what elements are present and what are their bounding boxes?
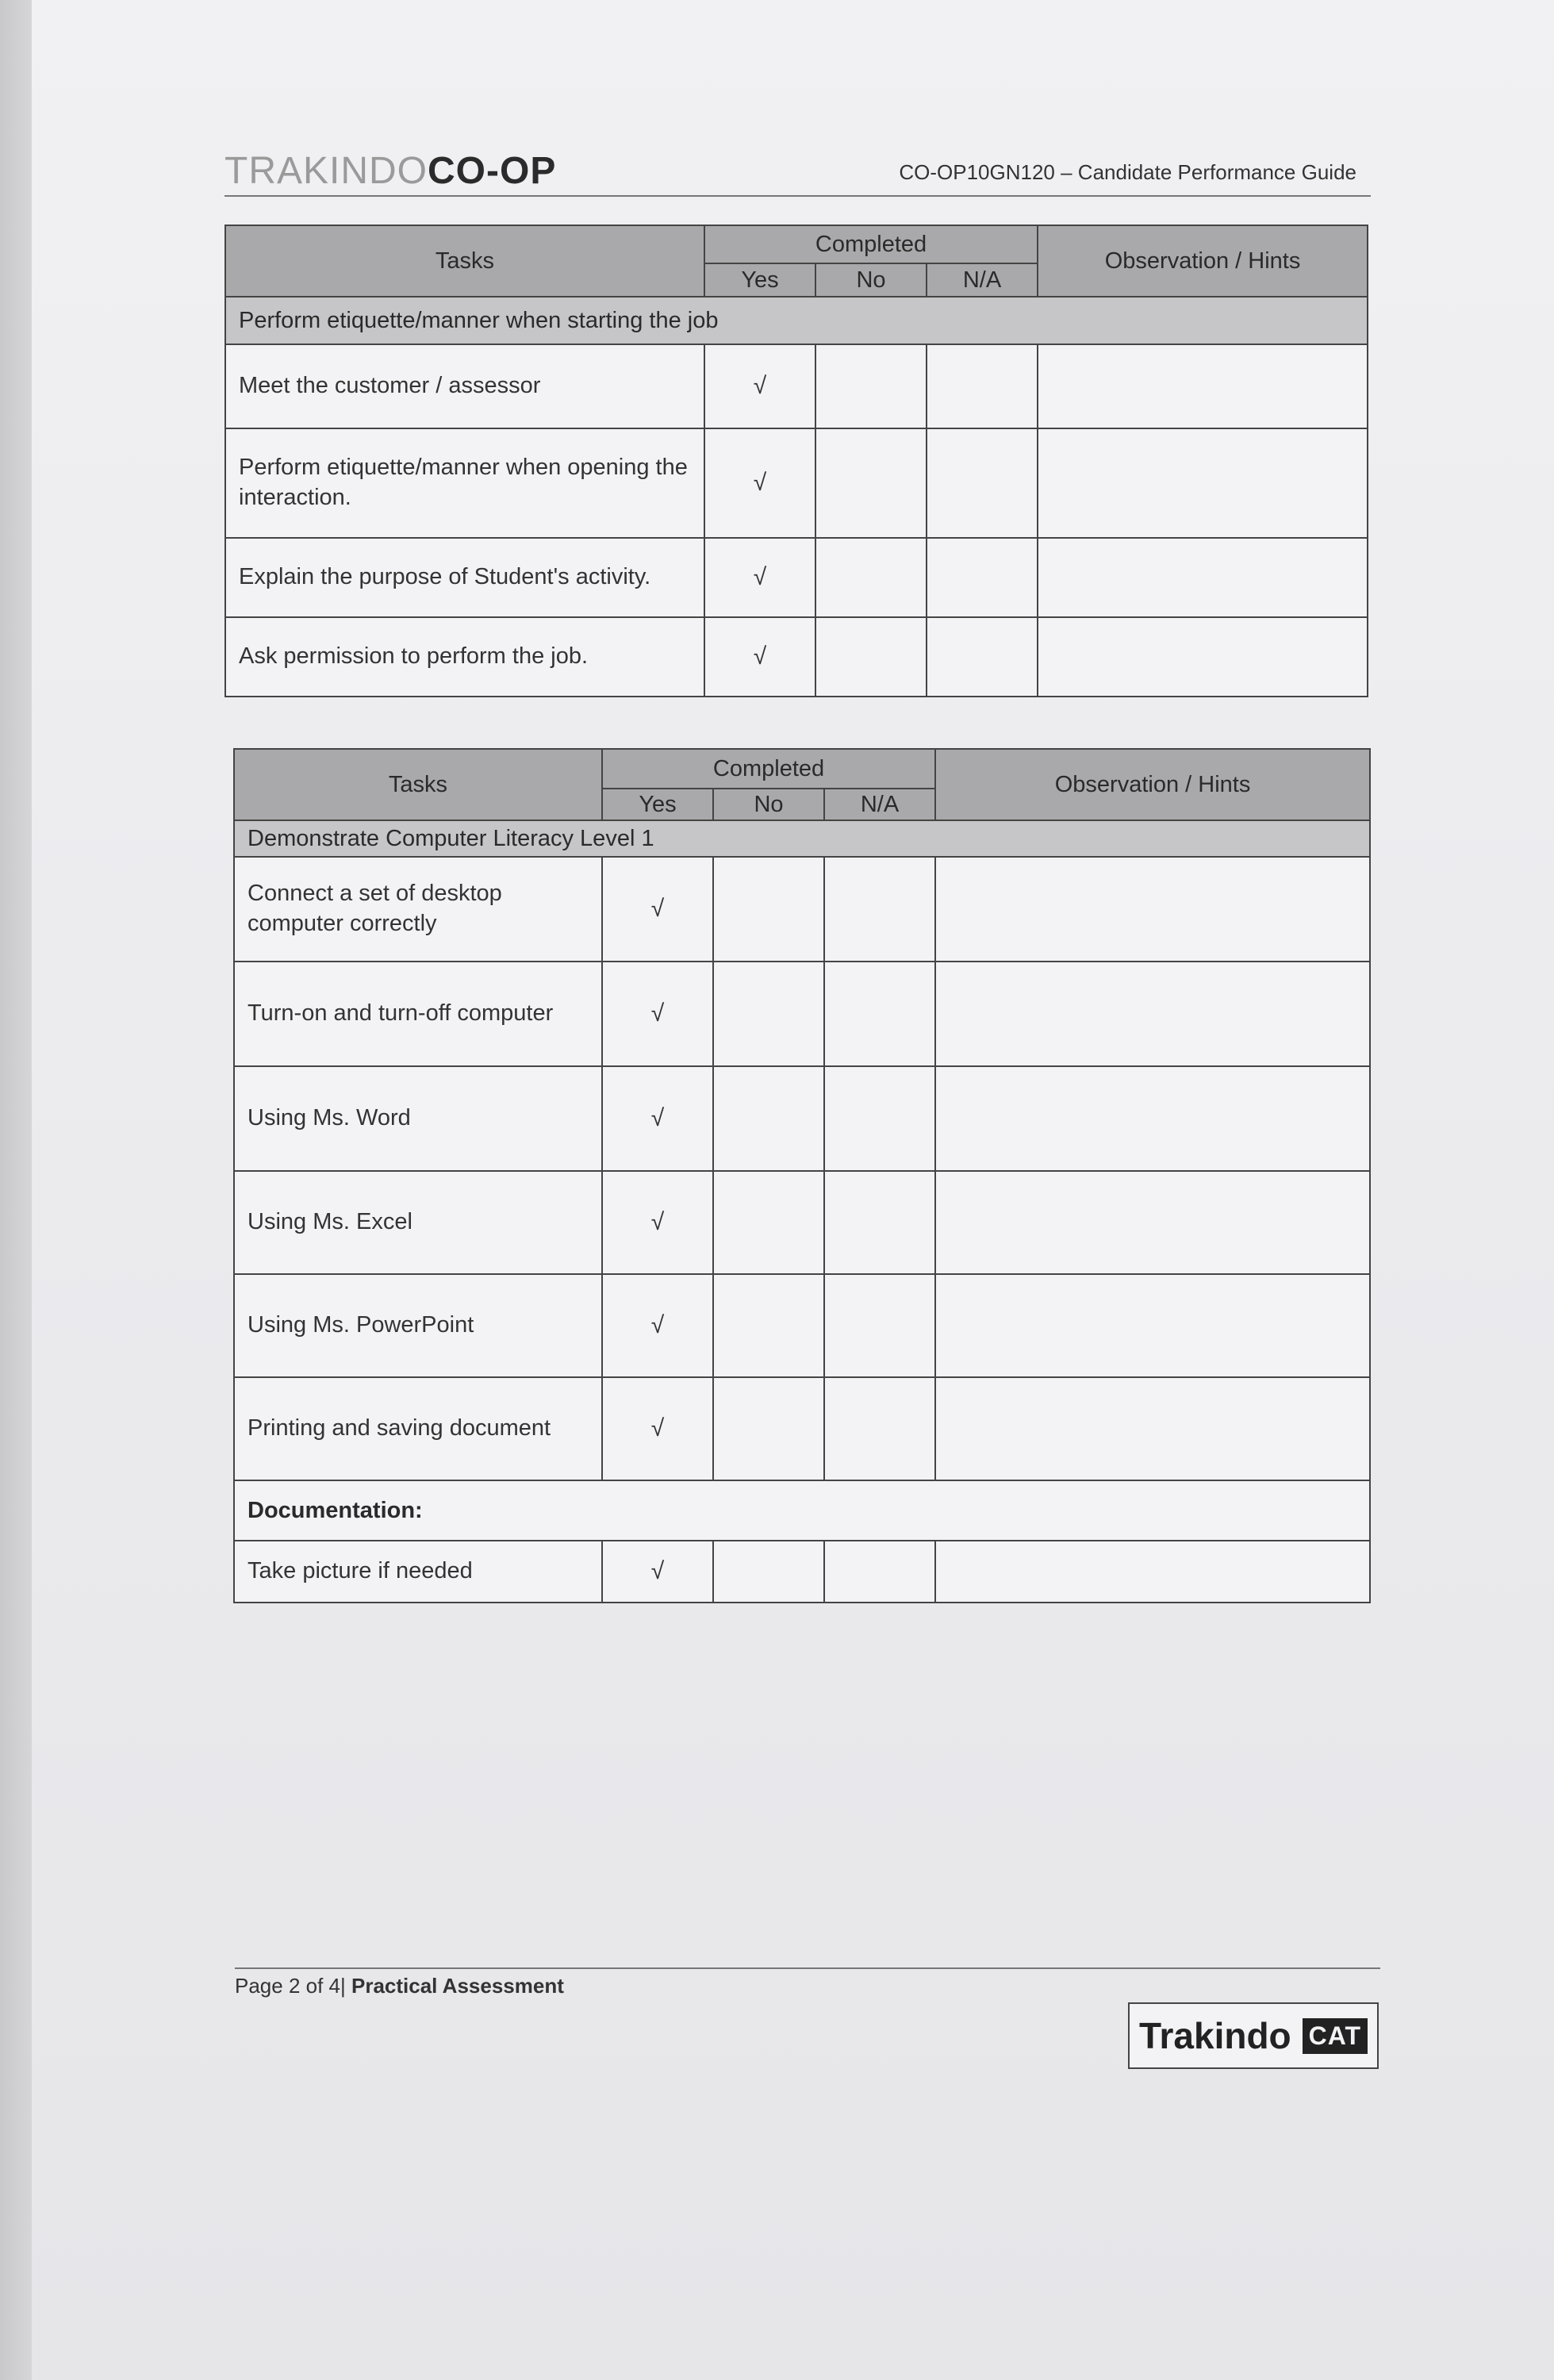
yes-checkmark[interactable]: √	[704, 344, 815, 428]
na-cell[interactable]	[927, 344, 1038, 428]
observation-cell[interactable]	[935, 1541, 1370, 1603]
logo-coop-text: CO-OP	[428, 150, 557, 192]
task-text: Ask permission to perform the job.	[225, 617, 704, 697]
task-text: Perform etiquette/manner when opening the interaction.	[225, 428, 704, 538]
trakindo-coop-logo	[224, 149, 556, 193]
section-title: Demonstrate Computer Literacy Level 1	[234, 820, 1370, 857]
document-code: CO-OP10GN120 – Candidate Performance Guide	[899, 160, 1356, 184]
table-row	[234, 857, 1370, 962]
no-cell[interactable]	[713, 1274, 824, 1377]
na-cell[interactable]	[824, 1274, 935, 1377]
no-cell[interactable]	[713, 962, 824, 1066]
na-cell[interactable]	[927, 617, 1038, 697]
observation-cell[interactable]	[1038, 617, 1368, 697]
table-row	[225, 428, 1368, 538]
no-cell[interactable]	[815, 538, 927, 617]
yes-checkmark[interactable]: √	[602, 1066, 713, 1171]
table-row	[225, 344, 1368, 428]
task-text: Using Ms. Excel	[234, 1171, 602, 1274]
footer-divider	[235, 1967, 1380, 1969]
no-cell[interactable]	[815, 428, 927, 538]
footer-title: Practical Assessment	[351, 1974, 564, 1998]
trakindo-cat-logo	[1128, 2002, 1379, 2069]
section-title: Perform etiquette/manner when starting the job	[225, 297, 1368, 344]
na-cell[interactable]	[824, 1171, 935, 1274]
observation-cell[interactable]	[1038, 428, 1368, 538]
observation-cell[interactable]	[935, 1377, 1370, 1480]
observation-cell[interactable]	[935, 857, 1370, 962]
observation-cell[interactable]	[1038, 538, 1368, 617]
tasks-header: Tasks	[234, 749, 602, 820]
task-text: Connect a set of desktop computer correctly	[234, 857, 602, 962]
page-number: Page 2 of 4	[235, 1974, 340, 1998]
observation-header: Observation / Hints	[935, 749, 1370, 820]
yes-header: Yes	[704, 263, 815, 297]
page-footer	[235, 1974, 564, 1998]
table-row	[234, 962, 1370, 1066]
yes-checkmark[interactable]: √	[602, 1541, 713, 1603]
no-cell[interactable]	[713, 1066, 824, 1171]
observation-cell[interactable]	[935, 962, 1370, 1066]
task-text: Explain the purpose of Student's activity.	[225, 538, 704, 617]
na-cell[interactable]	[824, 1377, 935, 1480]
computer-literacy-table	[233, 748, 1371, 1603]
table-row	[234, 1377, 1370, 1480]
yes-header: Yes	[602, 789, 713, 820]
table-row	[234, 1066, 1370, 1171]
yes-checkmark[interactable]: √	[704, 428, 815, 538]
table-row	[234, 1541, 1370, 1603]
na-cell[interactable]	[824, 1066, 935, 1171]
table-row	[225, 538, 1368, 617]
observation-cell[interactable]	[1038, 344, 1368, 428]
no-header: No	[815, 263, 927, 297]
yes-checkmark[interactable]: √	[602, 1171, 713, 1274]
table-row	[234, 1171, 1370, 1274]
no-cell[interactable]	[713, 857, 824, 962]
yes-checkmark[interactable]: √	[602, 1274, 713, 1377]
etiquette-table	[224, 225, 1368, 697]
na-cell[interactable]	[824, 857, 935, 962]
no-header: No	[713, 789, 824, 820]
no-cell[interactable]	[713, 1171, 824, 1274]
task-text: Turn-on and turn-off computer	[234, 962, 602, 1066]
yes-checkmark[interactable]: √	[704, 538, 815, 617]
yes-checkmark[interactable]: √	[602, 857, 713, 962]
page-header	[224, 149, 1371, 197]
yes-checkmark[interactable]: √	[704, 617, 815, 697]
task-text: Meet the customer / assessor	[225, 344, 704, 428]
na-cell[interactable]	[824, 962, 935, 1066]
task-text: Using Ms. PowerPoint	[234, 1274, 602, 1377]
na-cell[interactable]	[824, 1541, 935, 1603]
task-text: Printing and saving document	[234, 1377, 602, 1480]
table-row	[234, 1274, 1370, 1377]
cat-mark: CAT	[1303, 2018, 1368, 2054]
observation-cell[interactable]	[935, 1171, 1370, 1274]
observation-header: Observation / Hints	[1038, 225, 1368, 297]
no-cell[interactable]	[713, 1541, 824, 1603]
completed-header: Completed	[602, 749, 935, 789]
na-header: N/A	[824, 789, 935, 820]
observation-cell[interactable]	[935, 1274, 1370, 1377]
no-cell[interactable]	[815, 344, 927, 428]
na-cell[interactable]	[927, 538, 1038, 617]
yes-checkmark[interactable]: √	[602, 1377, 713, 1480]
na-cell[interactable]	[927, 428, 1038, 538]
no-cell[interactable]	[815, 617, 927, 697]
table-row	[225, 617, 1368, 697]
yes-checkmark[interactable]: √	[602, 962, 713, 1066]
observation-cell[interactable]	[935, 1066, 1370, 1171]
no-cell[interactable]	[713, 1377, 824, 1480]
documentation-label: Documentation:	[234, 1480, 1370, 1541]
task-text: Take picture if needed	[234, 1541, 602, 1603]
task-text: Using Ms. Word	[234, 1066, 602, 1171]
completed-header: Completed	[704, 225, 1038, 263]
footer-separator: |	[340, 1974, 346, 1998]
na-header: N/A	[927, 263, 1038, 297]
logo-trakindo-text: TRAKINDO	[224, 150, 428, 192]
tasks-header: Tasks	[225, 225, 704, 297]
brand-name: Trakindo	[1138, 2015, 1291, 2056]
